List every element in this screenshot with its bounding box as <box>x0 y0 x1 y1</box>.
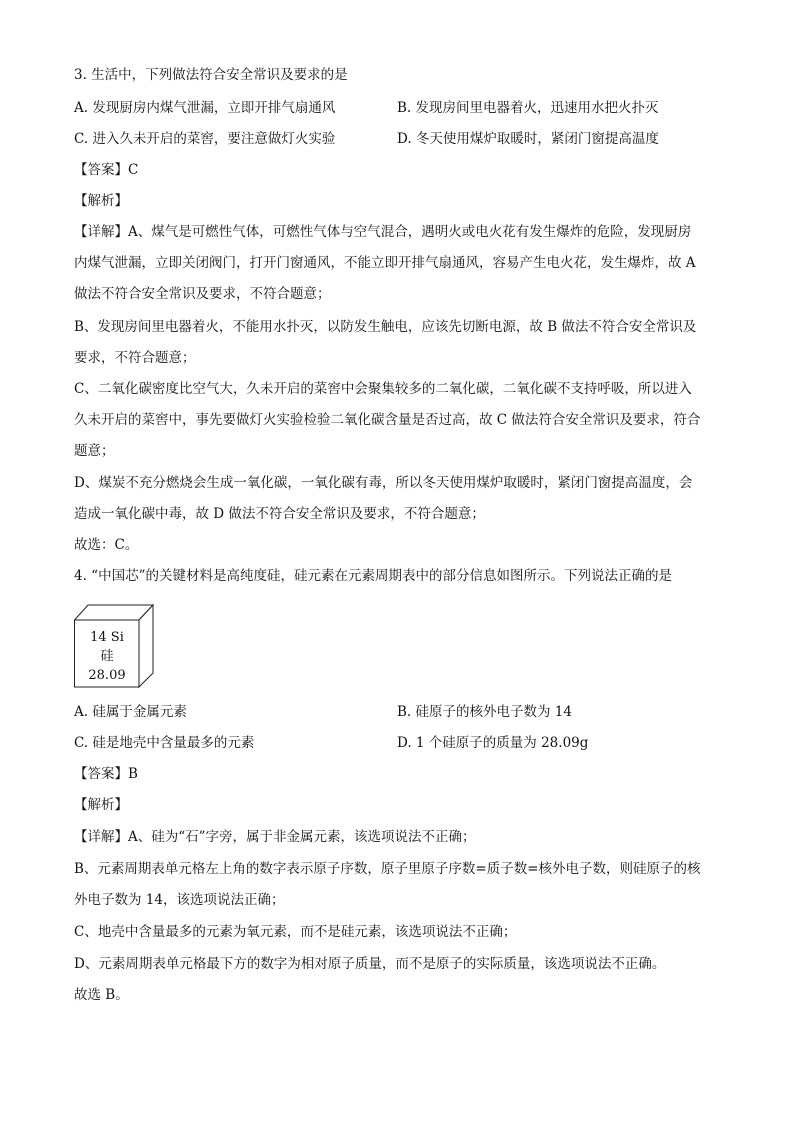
atomic-number-symbol: 14 Si <box>90 630 124 645</box>
silicon-element-cell <box>74 600 154 688</box>
q3-option-b: B. 发现房间里电器着火，迅速用水把火扑灭 <box>397 100 659 116</box>
q3-detail-line: B、发现房间里电器着火，不能用水扑灭，以防发生触电，应该先切断电源，故 B 做法不符合安全常识及 <box>74 319 697 335</box>
q3-detail-line: 造成一氧化碳中毒，故 D 做法不符合安全常识及要求，不符合题意； <box>74 506 485 522</box>
q3-detail-line: 内煤气泄漏，立即关闭阀门，打开门窗通风，不能立即开排气扇通风，容易产生电火花，发生爆炸，故 A <box>74 255 696 271</box>
q4-detail-line: 外电子数为 14，该选项说法正确； <box>74 892 285 908</box>
atomic-mass: 28.09 <box>88 668 126 683</box>
q3-detail-line: D、煤炭不充分燃烧会生成一氧化碳，一氧化碳有毒，所以冬天使用煤炉取暖时，紧闭门窗提高温度，会 <box>74 475 693 491</box>
q4-answer: 【答案】B <box>74 766 138 782</box>
q3-conclusion: 故选：C。 <box>74 537 139 553</box>
q4-detail-line: D、元素周期表单元格最下方的数字为相对原子质量，而不是原子的实际质量，该选项说法不正确。 <box>74 956 666 972</box>
q3-option-a: A. 发现厨房内煤气泄漏，立即开排气扇通风 <box>74 100 336 116</box>
q4-detail-line: 【详解】A、硅为“石”字旁，属于非金属元素，该选项说法不正确； <box>74 829 476 845</box>
q4-conclusion: 故选 B。 <box>74 987 129 1003</box>
q4-detail-line: C、地壳中含量最多的元素为氧元素，而不是硅元素，该选项说法不正确； <box>74 924 517 940</box>
q4-analysis-heading: 【解析】 <box>74 797 128 813</box>
q4-option-a: A. 硅属于金属元素 <box>74 704 187 720</box>
q4-option-b: B. 硅原子的核外电子数为 14 <box>397 704 572 720</box>
q3-detail-line: 要求，不符合题意； <box>74 350 196 366</box>
q3-detail-line: 题意； <box>74 443 115 459</box>
q3-option-c: C. 进入久未开启的菜窖，要注意做灯火实验 <box>74 131 336 147</box>
q3-analysis-heading: 【解析】 <box>74 193 128 209</box>
q3-detail-line: C、二氧化碳密度比空气大，久未开启的菜窖中会聚集较多的二氧化碳，二氧化碳不支持呼吸，所以进入 <box>74 381 692 397</box>
q4-stem: 4. “中国芯”的关键材料是高纯度硅，硅元素在元素周期表中的部分信息如图所示。下列说法正确的是 <box>74 568 672 584</box>
q3-detail-line: 【详解】A、煤气是可燃性气体，可燃性气体与空气混合，遇明火或电火花有发生爆炸的危险，发现厨房 <box>74 224 692 240</box>
q3-option-d: D. 冬天使用煤炉取暖时，紧闭门窗提高温度 <box>397 131 659 147</box>
element-name: 硅 <box>100 649 114 664</box>
q4-option-c: C. 硅是地壳中含量最多的元素 <box>74 735 255 751</box>
q4-detail-line: B、元素周期表单元格左上角的数字表示原子序数，原子里原子序数=质子数=核外电子数，则硅原子的核 <box>74 861 701 877</box>
q3-detail-line: 久未开启的菜窖中，事先要做灯火实验检验二氧化碳含量是否过高，故 C 做法符合安全常识及要求，符合 <box>74 412 701 428</box>
q4-option-d: D. 1 个硅原子的质量为 28.09g <box>397 735 589 751</box>
q3-stem: 3. 生活中，下列做法符合安全常识及要求的是 <box>74 67 348 83</box>
q3-detail-line: 做法不符合安全常识及要求，不符合题意； <box>74 286 331 302</box>
q3-answer: 【答案】C <box>74 162 139 178</box>
